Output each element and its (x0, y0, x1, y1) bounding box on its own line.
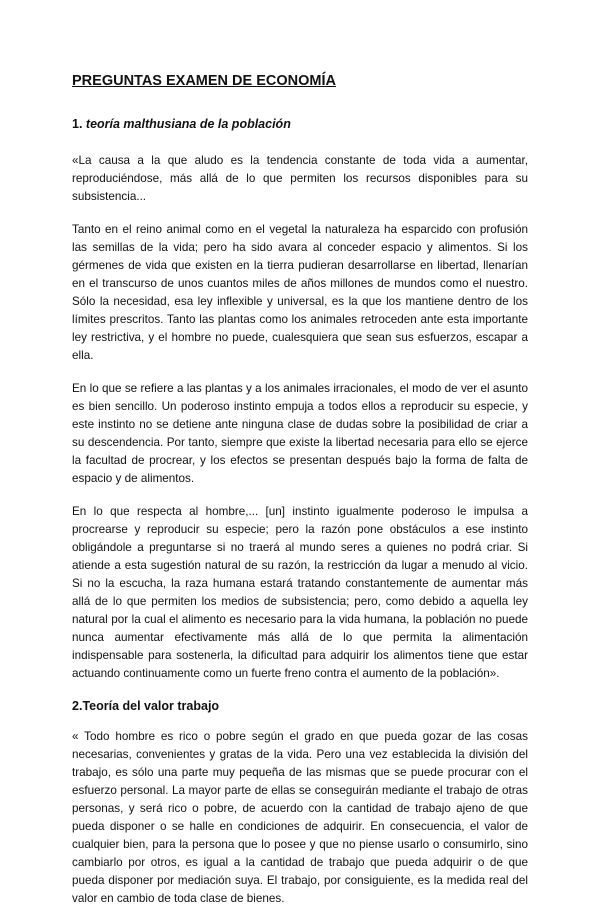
section-2-number: 2. (72, 699, 83, 713)
section-2-heading (72, 698, 528, 714)
section-2-title: Teoría del valor trabajo (82, 699, 220, 713)
section-1-paragraph: Tanto en el reino animal como en el vegetal la naturaleza ha esparcido con profusión las semillas de la vida; pero ha sido avara al conceder espacio y alimentos. Si los gérmenes de vida que existen en la tierra pudieran desarrollarse en libertad, llenarían en el transcurso de unos cuantos miles de años millones de mundos como el nuestro. Sólo la necesidad, esa ley inflexible y universal, es la que los mantiene dentro de los límites prescritos. Tanto las plantas como los animales retroceden ante esta importante ley restrictiva, y el hombre no puede, cualesquiera que sean sus esfuerzos, escapar a ella. (72, 223, 528, 362)
section-1-number: 1. (72, 117, 83, 131)
section-1-title: teoría malthusiana de la población (85, 117, 291, 131)
section-1-paragraph: En lo que respecta al hombre,... [un] instinto igualmente poderoso le impulsa a procrearse y reproducir su especie; pero la razón pone obstáculos a ese instinto obligándole a preguntarse si no traerá al mundo seres a quienes no podrá criar. Si atiende a esta sugestión natural de su razón, la restricción da lugar a menudo al vicio. Si no la escucha, la raza humana estará tratando constantemente de aumentar más allá de lo que permiten los medios de subsistencia; pero, como debido a aquella ley natural por la cual el alimento es necesario para la vida humana, la población no puede nunca aumentar efectivamente más allá de lo que permita la alimentación indispensable para sostenerla, la dificultad para adquirir los alimentos tiene que estar actuando continuamente como un fuerte freno contra el aumento de la población». (72, 505, 528, 680)
section-2-paragraph: « Todo hombre es rico o pobre según el grado en que pueda gozar de las cosas necesarias, convenientes y gratas de la vida. Pero una vez establecida la división del trabajo, es sólo una parte muy pequeña de las mismas que se puede procurar con el esfuerzo personal. La mayor parte de ellas se conseguirán mediante el trabajo de otras personas, y será rico o pobre, de acuerdo con la cantidad de trabajo ajeno de que pueda disponer o se halle en condiciones de adquirir. En consecuencia, el valor de cualquier bien, para la persona que lo posee y que no piense usarlo o consumirlo, sino cambiarlo por otros, es igual a la cantidad de trabajo que pueda adquirir o de que pueda disponer por mediación suya. El trabajo, por consiguiente, es la medida real del valor en cambio de toda clase de bienes. (72, 730, 528, 905)
section-1-heading (72, 116, 528, 132)
section-1-paragraph: «La causa a la que aludo es la tendencia constante de toda vida a aumentar, reproduciéndose, más allá de lo que permiten los recursos disponibles para su subsistencia... (72, 154, 528, 203)
document-title: PREGUNTAS EXAMEN DE ECONOMÍA (72, 73, 336, 89)
section-1-paragraph: En lo que se refiere a las plantas y a los animales irracionales, el modo de ver el asunto es bien sencillo. Un poderoso instinto empuja a todos ellos a reproducir su especie, y este instinto no se detiene ante ninguna clase de dudas sobre la posibilidad de criar a su descendencia. Por tanto, siempre que existe la libertad necesaria para ello se ejerce la facultad de procrear, y los efectos se presentan después bajo la forma de falta de espacio y de alimentos. (72, 382, 528, 485)
